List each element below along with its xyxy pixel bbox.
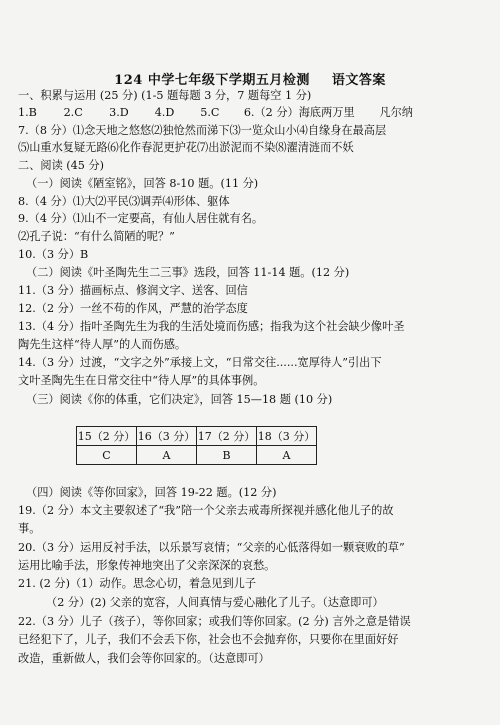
answer-4: 4.D (154, 106, 175, 119)
q8: 8.（4 分）⑴大⑵平民⑶调弄⑷形体、躯体 (18, 195, 230, 208)
title-main: 124 中学七年级下学期五月检测 (114, 73, 310, 88)
q20-line-2: 运用比喻手法，形象传神地突出了父亲深深的哀愁。 (18, 559, 276, 572)
q19-line-2: 事。 (18, 522, 41, 535)
q19-line-1: 19.（2 分）本文主要叙述了“我”陪一个父亲去戒毒所探视并感化他儿子的故 (18, 504, 394, 517)
table-cell: C (77, 446, 137, 465)
table-cell: A (257, 446, 317, 465)
reading-3-heading: （三）阅读《你的体重，它们决定》，回答 15—18 题 (10 分) (26, 393, 333, 406)
q13-line-1: 13.（4 分）指叶圣陶先生为我的生活处境而伤感；指我为这个社会缺少像叶圣 (18, 320, 405, 333)
q7-line-2: ⑸山重水复疑无路⑹化作春泥更护花⑺出淤泥而不染⑻濯清涟而不妖 (18, 141, 354, 154)
page-title (0, 69, 500, 88)
q11: 11.（3 分）描画标点、修润文字、送客、回信 (18, 284, 248, 297)
section-2-heading: 二、阅读 (45 分) (18, 159, 105, 172)
answer-6-author: 凡尔纳 (379, 106, 413, 119)
table-header-cell: 17（2 分） (197, 427, 257, 446)
q14-line-1: 14.（3 分）过渡，“文字之外”承接上文，“日常交往......宽厚待人”引出下 (18, 356, 382, 369)
section-1-heading: 一、积累与运用 (25 分) (1-5 题每题 3 分，7 题每空 1 分) (18, 89, 312, 102)
q14-line-2: 文叶圣陶先生在日常交往中“待人厚”的具体事例。 (18, 374, 265, 387)
answer-5: 5.C (200, 106, 220, 119)
q22-line-3: 改造，重新做人，我们会等你回家的。（达意即可） (18, 652, 270, 665)
answer-table (76, 426, 317, 465)
table-header-row (77, 427, 317, 446)
table-cell: A (137, 446, 197, 465)
table-cell: B (197, 446, 257, 465)
q22-line-2: 已经犯下了，儿子，我们不会丢下你，社会也不会抛弃你，只要你在里面好好 (18, 633, 399, 646)
reading-2-heading: （二）阅读《叶圣陶先生二三事》选段，回答 11-14 题。(12 分) (26, 266, 350, 279)
table-row (77, 446, 317, 465)
answer-6: 6.（2 分）海底两万里 (243, 106, 355, 119)
reading-4-heading: （四）阅读《等你回家》，回答 19-22 题。(12 分) (26, 486, 277, 499)
answer-1: 1.B (18, 106, 37, 119)
answer-2: 2.C (63, 106, 83, 119)
answer-3: 3.D (109, 106, 129, 119)
q7-line-1: 7.（8 分）⑴念天地之悠悠⑵独怆然而涕下⑶一览众山小⑷自缘身在最高层 (18, 124, 387, 137)
q21-line-2: （2 分）(2) 父亲的宽容，人间真情与爱心融化了儿子。（达意即可） (46, 596, 384, 609)
q13-line-2: 陶先生这样“待人厚”的人而伤感。 (18, 338, 187, 351)
q22-line-1: 22.（3 分）儿子（孩子），等你回家；或我们等你回家。(2 分) 言外之意是错误 (18, 615, 411, 628)
table-header-cell: 16（3 分） (137, 427, 197, 446)
reading-1-heading: （一）阅读《陋室铭》，回答 8-10 题。(11 分) (26, 177, 259, 190)
q9-line-1: 9.（4 分）⑴山不一定要高，有仙人居住就有名。 (18, 212, 264, 225)
table-header-cell: 18（3 分） (257, 427, 317, 446)
q9-line-2: ⑵孔子说：“有什么简陋的呢？” (18, 230, 175, 243)
title-subject: 语文答案 (331, 73, 386, 88)
q21-line-1: 21. (2 分)（1）动作。思念心切，着急见到儿子 (18, 577, 257, 590)
section-1-answers (18, 105, 486, 121)
table-header-cell: 15（2 分） (77, 427, 137, 446)
q12: 12.（2 分）一丝不苟的作风，严慧的治学态度 (18, 302, 248, 315)
q10: 10.（3 分）B (18, 248, 89, 261)
q20-line-1: 20.（3 分）运用反衬手法，以乐景写哀情；“父亲的心低落得如一颗衰败的草” (18, 541, 405, 554)
